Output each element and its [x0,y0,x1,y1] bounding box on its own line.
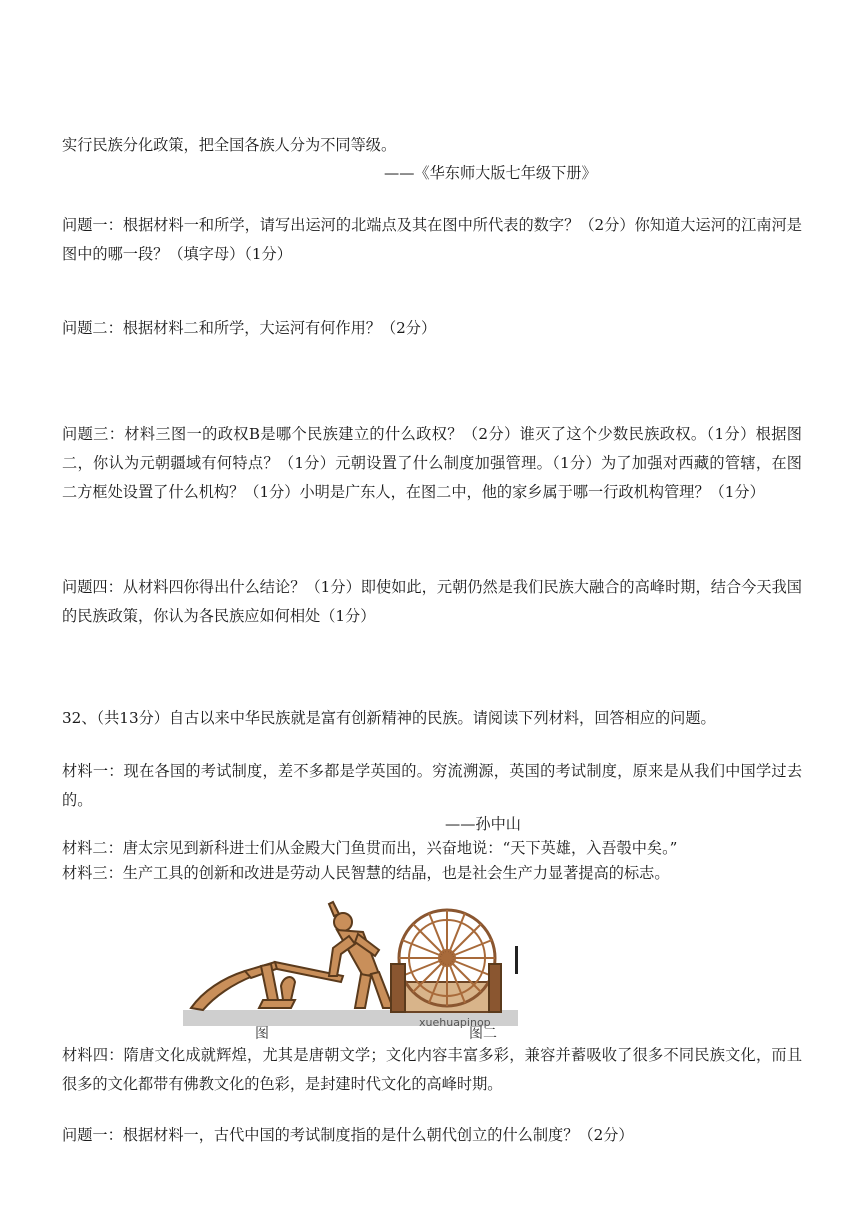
question-2: 问题二：根据材料二和所学，大运河有何作用？（2分） [62,319,437,337]
question-1: 问题一：根据材料一和所学，请写出运河的北端点及其在图中所代表的数字？（2分）你知道大运河的江南河是图中的哪一段？（填字母）（1分） [62,216,802,263]
figure-2-caption: 图二 [469,1026,497,1042]
material-text-line: 实行民族分化政策，把全国各族人分为不同等级。 [62,136,397,154]
water-wheel-icon [391,910,501,1012]
figure-1-caption: 图 [255,1026,269,1042]
q32-question-1: 问题一：根据材料一，古代中国的考试制度指的是什么朝代创立的什么制度？（2分） [62,1126,634,1144]
material-4: 材料四：隋唐文化成就辉煌，尤其是唐朝文学；文化内容丰富多彩，兼容并蓄吸收了很多不同民族文化，而且很多的文化都带有佛教文化的色彩，是封建时代文化的高峰时期。 [62,1046,802,1093]
material-1: 材料一：现在各国的考试制度，差不多都是学英国的。穷流溯源，英国的考试制度，原来是从我们中国学过去的。 [62,762,802,809]
question-3: 问题三：材料三图一的政权B是哪个民族建立的什么政权？（2分）谁灭了这个少数民族政权。（1分）根据图二，你认为元朝疆域有何特点？（1分）元朝设置了什么制度加强管理。（1分）为了加强对西藏的管辖，在图二方框处设置了什么机构？（1分）小明是广东人，在图二中，他的家乡属于哪一行政机构管理？（1分） [62,425,802,501]
figure-edge-mark [515,946,518,974]
source-citation: ——《华东师大版七年级下册》 [384,164,597,182]
material-3: 材料三：生产工具的创新和改进是劳动人民智慧的结晶，也是社会生产力显著提高的标志。 [62,864,670,882]
farming-tools-illustration [183,896,518,1034]
farming-tools-figure [183,896,518,1042]
farmer-figure-icon [329,902,393,1008]
q32-intro: 32、（共13分）自古以来中华民族就是富有创新精神的民族。请阅读下列材料，回答相应的问题。 [62,709,716,727]
watermark: xuehuapinop [419,1016,491,1029]
plough-icon [191,962,343,1010]
material-2: 材料二：唐太宗见到新科进士们从金殿大门鱼贯而出，兴奋地说：“天下英雄，入吾彀中矣。” [62,839,678,857]
question-4: 问题四：从材料四你得出什么结论？（1分）即使如此，元朝仍然是我们民族大融合的高峰时期，结合今天我国的民族政策，你认为各民族应如何相处（1分） [62,578,802,625]
material-1-source: ——孙中山 [445,815,521,833]
